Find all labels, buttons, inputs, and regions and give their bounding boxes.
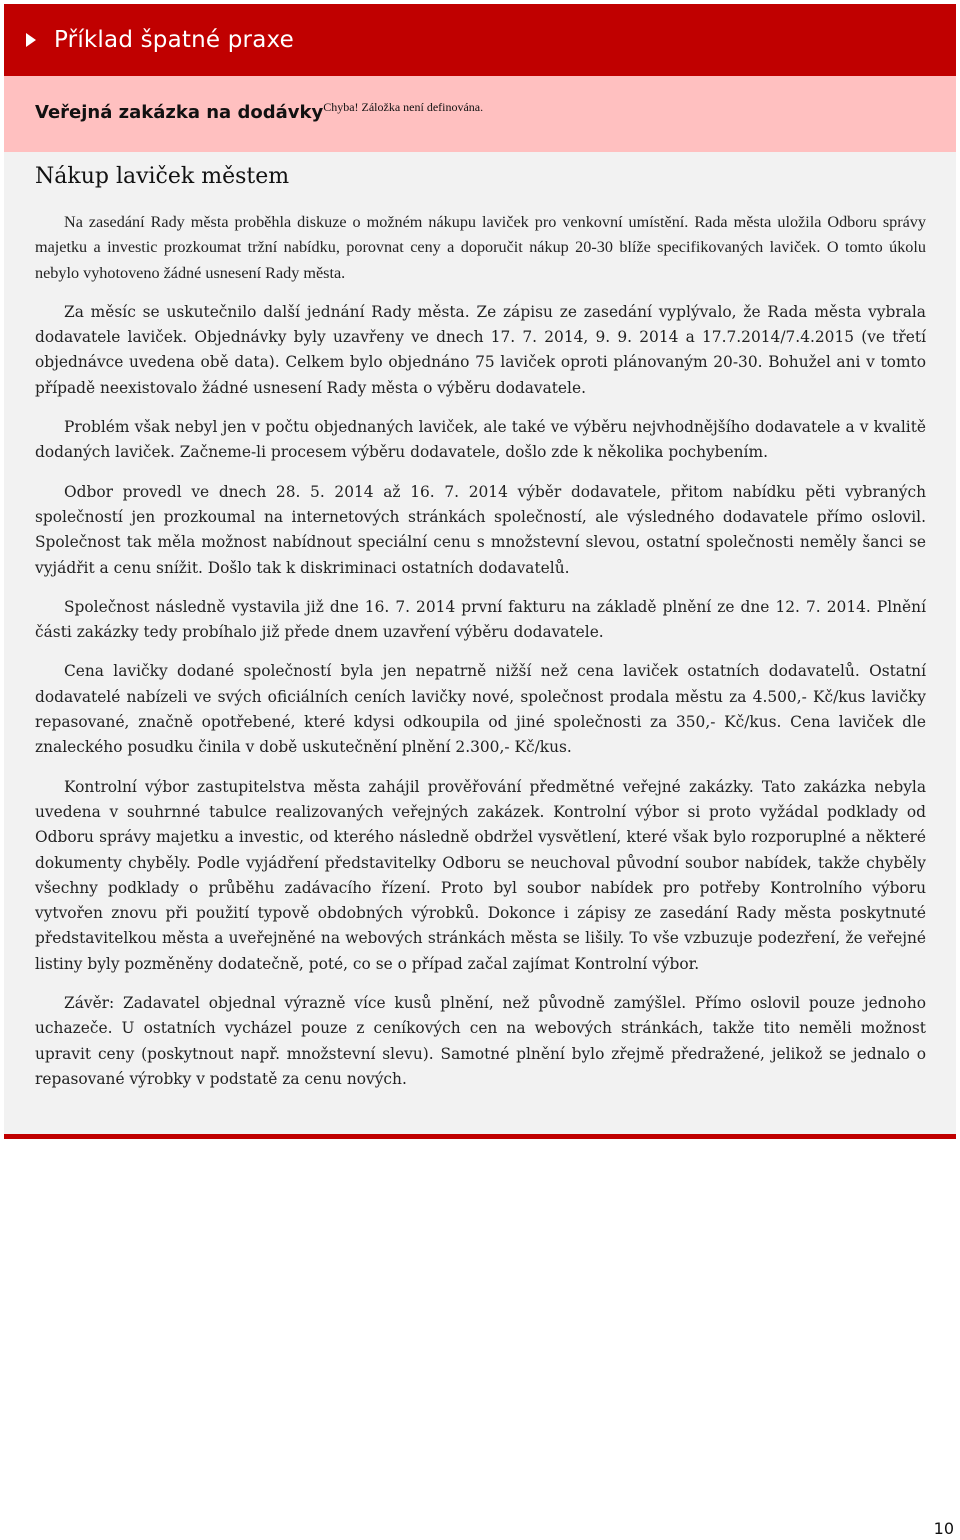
paragraph-8: Závěr: Zadavatel objednal výrazně více kusů plnění, než původně zamýšlel. Přímo oslovil pouze jednoho uchazeče. U ostatních vycházel pouze z ceníkových cen na webových stránkách, takže tito neměli možnost upravit ceny (poskytnout např. množstevní slevu). Samotné plnění bylo zřejmě předražené, jelikož se jednalo o repasované výrobky v podstatě za cenu nových. — [35, 994, 926, 1088]
paragraph-3: Problém však nebyl jen v počtu objednaných laviček, ale také ve výběru nejvhodnějšího dodavatele a v kvalitě dodaných laviček. Začneme-li procesem výběru dodavatele, došlo zde k několika pochybením. — [35, 418, 926, 462]
paragraph-7: Kontrolní výbor zastupitelstva města zahájil prověřování předmětné veřejné zakázky. Tato zakázka nebyla uvedena v souhrnné tabulce realizovaných veřejných zakázek. Kontrolní výbor si proto vyžádal podklady od Odboru správy majetku a investic, od kterého následně obdržel vysvětlení, které však bylo rozporuplné a některé dokumenty chyběly. Podle vyjádření představitelky Odboru se neuchoval původní soubor nabídek, takže chyběly všechny podklady o průběhu zadávacího řízení. Proto byl soubor nabídek pro potřeby Kontrolního výboru vytvořen znovu při použití typově obdobných výrobků. Dokonce i zápisy ze zasedání Rady města poskytnuté představitelkou města a uveřejněné na webových stránkách města se lišily. To vše vzbuzuje podezření, že veřejné listiny byly pozměněny dodatečně, poté, co se o případ začal zajímat Kontrolní výbor. — [35, 777, 926, 973]
paragraph-4: Odbor provedl ve dnech 28. 5. 2014 až 16. 7. 2014 výběr dodavatele, přitom nabídku pěti vybraných společností jen prozkoumal na internetových stránkách společností, ale výsledného dodavatele přímo oslovil. Společnost tak měla možnost nabídnout speciální cenu s množstevní slevou, ostatní společnosti neměly šanci se vyjádřit a cenu snížit. Došlo tak k diskriminaci ostatních dodavatelů. — [35, 482, 926, 577]
paragraph-6: Cena lavičky dodané společností byla jen nepatrně nižší než cena laviček ostatních dodavatelů. Ostatní dodavatelé nabízeli ve svých oficiálních ceních lavičky nové, společnost prodala městu za 4.500,- Kč/kus lavičky repasované, značně opotřebené, které kdysi odkoupila od jiné společnosti za 350,- Kč/kus. Cena laviček dle znaleckého posudku činila v době uskutečnění plnění 2.300,- Kč/kus. — [35, 662, 926, 757]
subheader-title-text: Veřejná zakázka na dodávky — [35, 102, 324, 123]
bottom-divider — [4, 1134, 956, 1139]
content-panel — [4, 4, 956, 1139]
paragraph-2: Za měsíc se uskutečnilo další jednání Rady města. Ze zápisu ze zasedání vyplývalo, že Rada města vybrala dodavatele laviček. Objednávky byly uzavřeny ve dnech 17. 7. 2014, 9. 9. 2014 a 17.7.2014/7.4.2015 (ve třetí objednávce uvedena obě data). Celkem bylo objednáno 75 laviček oproti plánovaným 20-30. Bohužel ani v tomto případě neexistovalo žádné usnesení Rady města o výběru dodavatele. — [35, 302, 926, 397]
page-number: 10 — [933, 1519, 954, 1538]
paragraph-5: Společnost následně vystavila již dne 16. 7. 2014 první fakturu na základě plnění ze dne 12. 7. 2014. Plnění části zakázky tedy probíhalo již přede dnem uzavření výběru dodavatele. — [35, 597, 926, 642]
subheader-title — [35, 100, 483, 123]
triangle-right-icon — [26, 33, 36, 47]
paragraph-1: Na zasedání Rady města proběhla diskuze o možném nákupu laviček pro venkovní umístění. Rada města uložila Odboru správy majetku a investic prozkoumat tržní nabídku, porovnat ceny a doporučit nákup 20-30 blíže specifikovaných laviček. O tomto úkolu nebylo vyhotoveno žádné usnesení Rady města. — [35, 213, 926, 282]
subheader-bar — [4, 76, 956, 152]
bookmark-error-note: Chyba! Záložka není definována. — [323, 100, 484, 114]
article-body — [35, 210, 926, 1106]
header-bar — [4, 4, 956, 76]
section-title: Nákup laviček městem — [35, 164, 290, 189]
header-title: Příklad špatné praxe — [54, 27, 294, 53]
